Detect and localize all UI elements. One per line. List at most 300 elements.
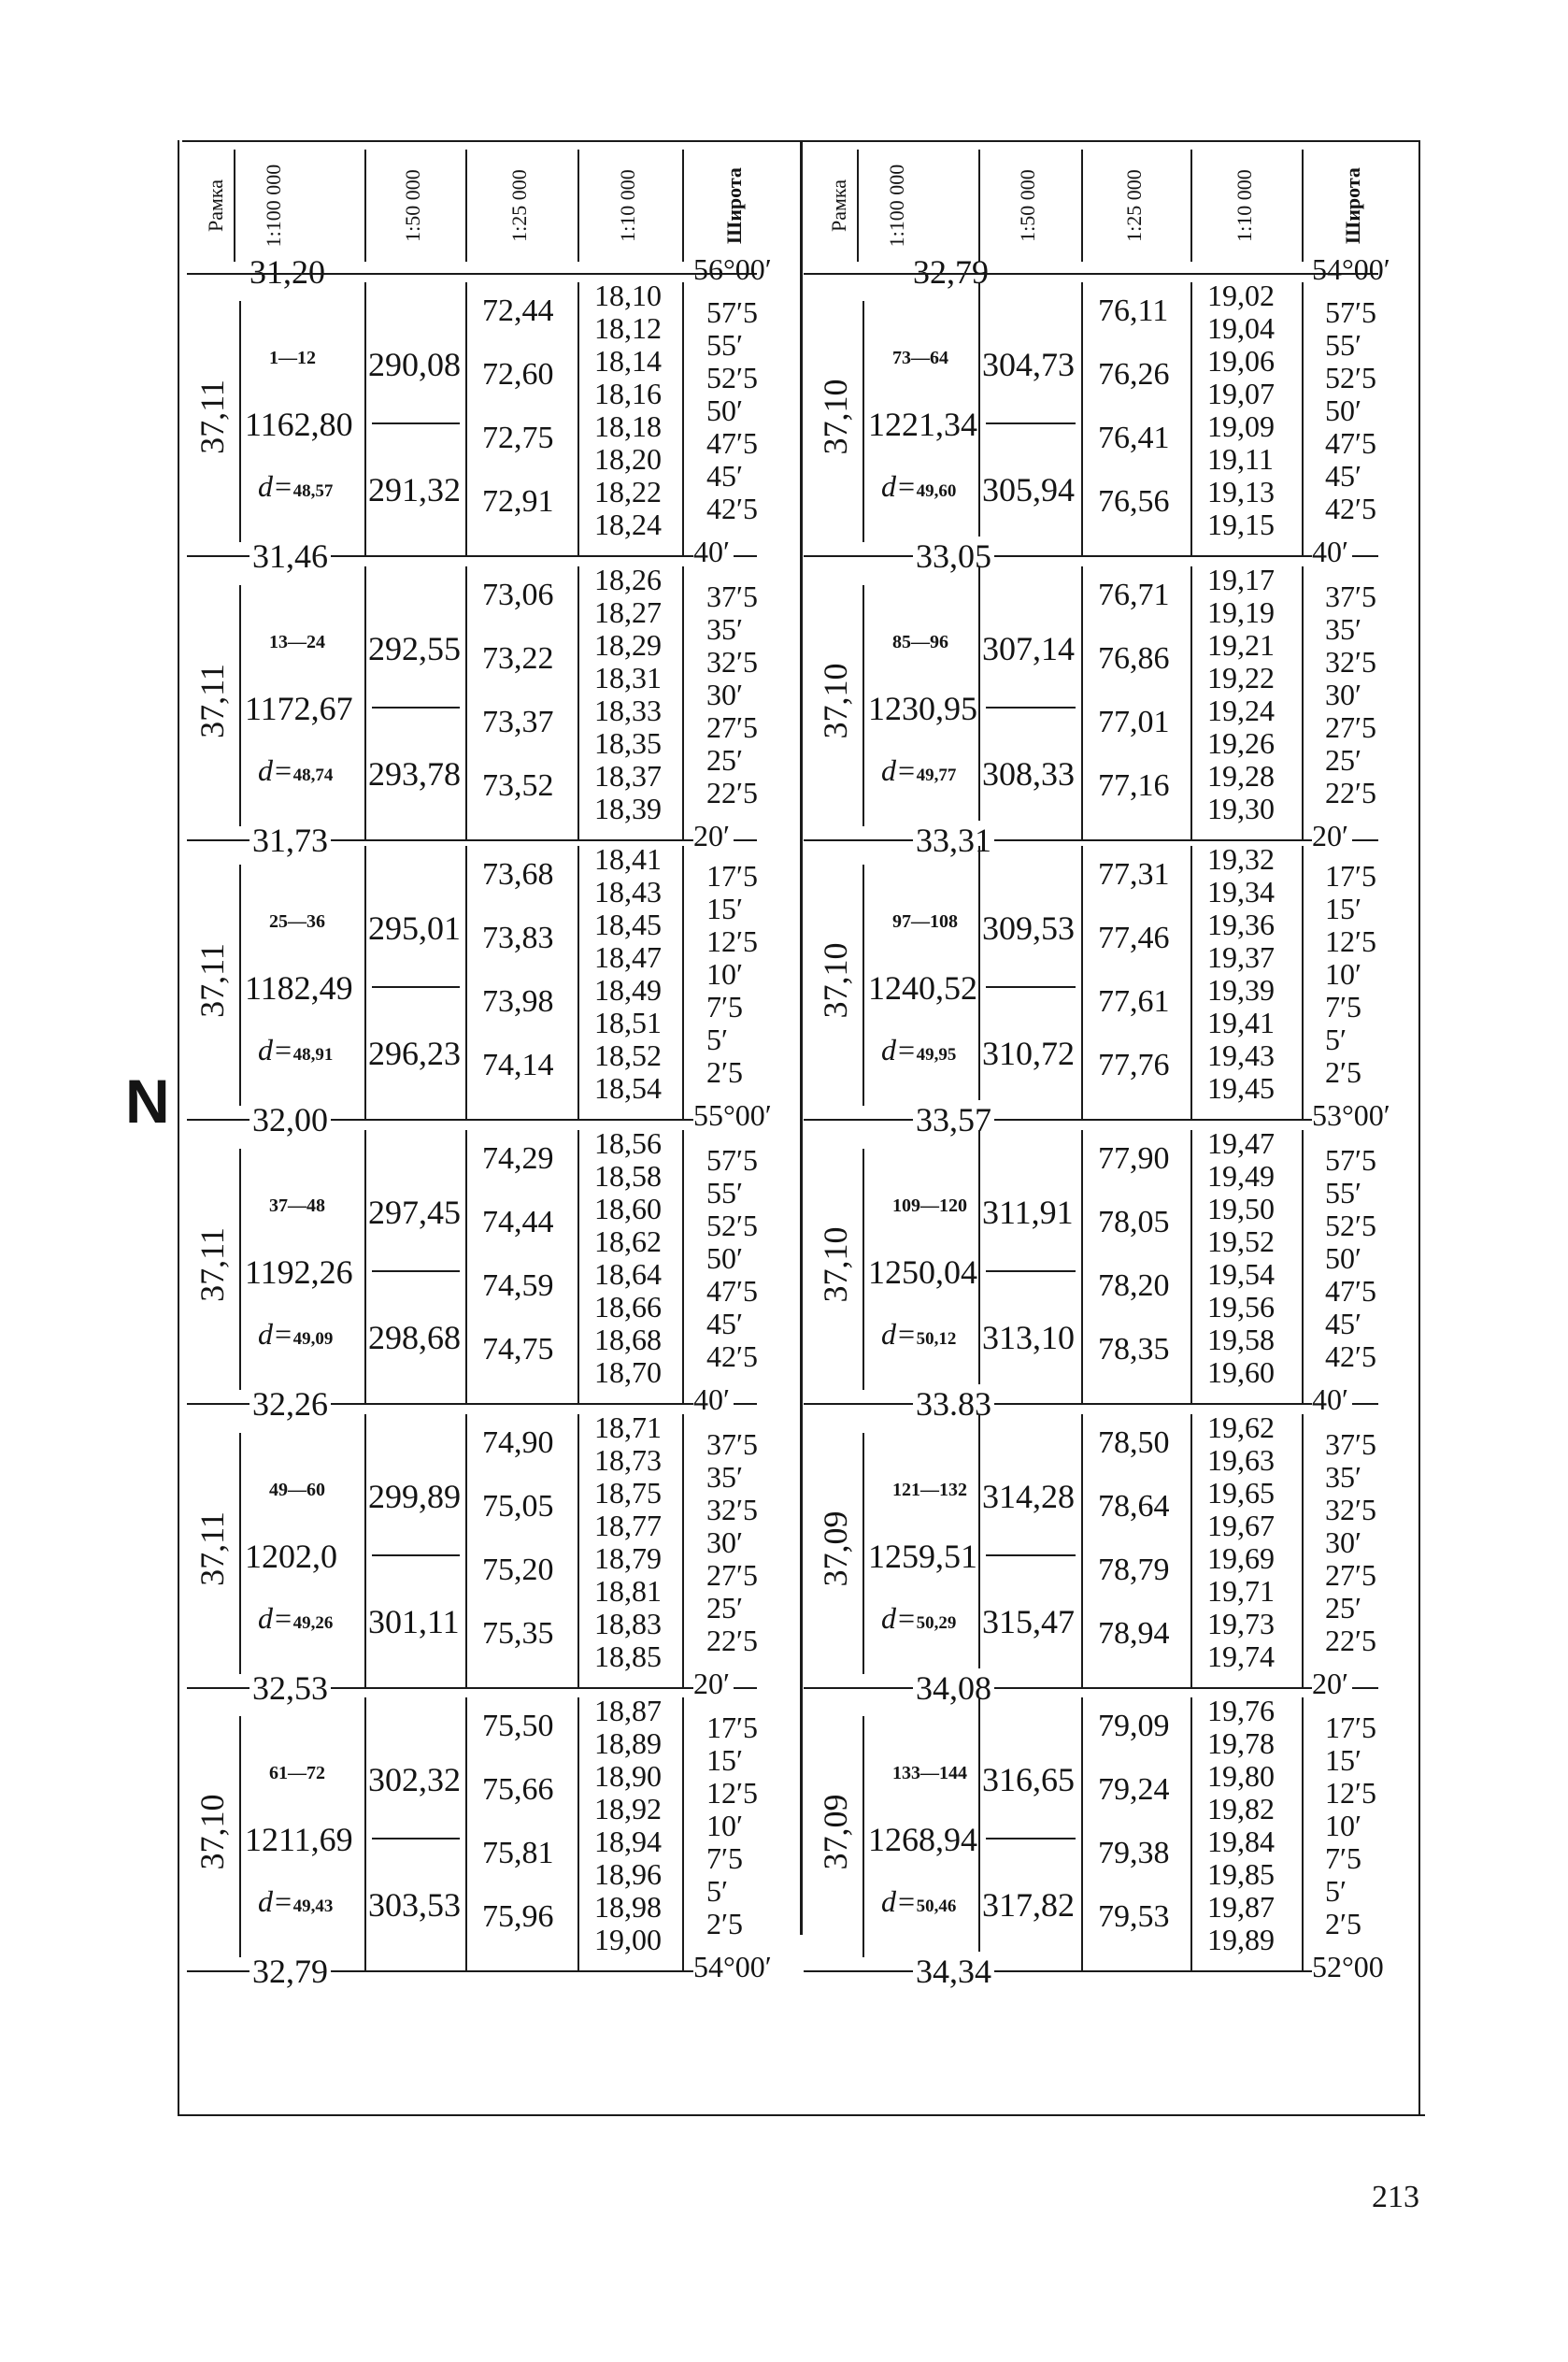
d-label: d= — [258, 1317, 293, 1351]
frame-value: 37,10 — [817, 942, 854, 1019]
sheet-range: 133—144 — [892, 1763, 967, 1783]
d-number: 49,60 — [916, 481, 957, 501]
d-number: 50,46 — [916, 1897, 957, 1916]
latitude-minute: 22′5 — [1325, 1624, 1376, 1657]
header-frame: Рамка — [204, 179, 227, 233]
d-value — [881, 1884, 956, 1919]
s50-divider — [978, 846, 980, 1119]
block-bottom-line — [804, 1970, 1378, 1972]
latitude-minute: 15′ — [706, 892, 743, 925]
d-label: d= — [258, 1601, 293, 1635]
header-frame-divider — [234, 150, 235, 262]
area-value: 1192,26 — [245, 1253, 353, 1291]
scale-10k-value: 19,26 — [1207, 726, 1275, 760]
scale-10k-value: 19,52 — [1207, 1224, 1275, 1258]
scale-10k-value: 19,67 — [1207, 1509, 1275, 1542]
scale-10k-value: 18,87 — [594, 1694, 662, 1727]
d-label: d= — [258, 1884, 293, 1918]
frame-bracket — [239, 1433, 241, 1674]
scale-10k-value: 18,27 — [594, 595, 662, 629]
s25-right — [577, 1130, 579, 1403]
scale-10k-value: 18,96 — [594, 1857, 662, 1891]
latitude-minute: 22′5 — [706, 776, 758, 809]
s25-left — [465, 1697, 467, 1970]
table-right-border — [1418, 140, 1420, 2114]
block-end-latitude: 20′ — [693, 823, 734, 850]
block-end-latitude: 53°00′ — [1312, 1102, 1394, 1129]
scale-25k-value: 78,79 — [1098, 1553, 1170, 1587]
scale-50k-dash — [372, 1838, 460, 1839]
block-bottom-edge: 32,26 — [249, 1384, 331, 1424]
d-value — [881, 1601, 956, 1636]
d-value — [881, 1033, 956, 1067]
scale-25k-value: 72,91 — [482, 484, 554, 519]
scale-50k-bottom: 293,78 — [368, 755, 461, 793]
latitude-minute: 12′5 — [706, 1776, 758, 1810]
s25-right — [577, 846, 579, 1119]
scale-25k-value: 74,90 — [482, 1425, 554, 1460]
latitude-minute: 30′ — [1325, 678, 1361, 711]
scale-25k-value: 76,56 — [1098, 484, 1170, 519]
area-value: 1259,51 — [868, 1538, 977, 1575]
latitude-minute: 42′5 — [706, 492, 758, 525]
s25-left — [465, 1414, 467, 1687]
latitude-minute: 47′5 — [1325, 1274, 1376, 1308]
scale-10k-value: 18,14 — [594, 344, 662, 378]
scale-50k-dash — [372, 986, 460, 988]
scale-50k-dash — [986, 422, 1076, 424]
d-value — [258, 1601, 333, 1636]
scale-50k-top: 302,32 — [368, 1761, 461, 1798]
scale-10k-value: 19,63 — [1207, 1443, 1275, 1477]
d-number: 49,09 — [292, 1329, 334, 1349]
s25-right — [1190, 1414, 1192, 1687]
s25-right — [577, 1697, 579, 1970]
d-value — [258, 1884, 333, 1919]
scale-25k-value: 75,35 — [482, 1616, 554, 1651]
s25-right — [1190, 566, 1192, 839]
d-value — [258, 753, 333, 788]
s10-right — [1302, 1697, 1304, 1970]
scale-10k-value: 19,58 — [1207, 1323, 1275, 1356]
d-number: 49,77 — [916, 766, 957, 785]
scale-10k-value: 18,18 — [594, 409, 662, 443]
scale-25k-value: 78,94 — [1098, 1616, 1170, 1651]
scale-10k-value: 18,45 — [594, 908, 662, 941]
latitude-minute: 32′5 — [706, 1493, 758, 1526]
s25-left — [465, 1130, 467, 1403]
scale-25k-value: 74,44 — [482, 1205, 554, 1239]
scale-10k-value: 19,11 — [1207, 442, 1274, 476]
scale-50k-dash — [372, 707, 460, 709]
top-latitude: 54°00′ — [1312, 252, 1390, 286]
scale-25k-value: 76,41 — [1098, 421, 1170, 455]
d-label: d= — [881, 1884, 917, 1918]
latitude-minute: 47′5 — [706, 426, 758, 460]
latitude-minute: 55′ — [706, 328, 743, 362]
frame-value: 37,10 — [817, 1226, 854, 1303]
s50-divider — [978, 1130, 980, 1403]
scale-25k-value: 77,16 — [1098, 768, 1170, 803]
d-value — [881, 469, 956, 504]
s50-divider — [978, 1697, 980, 1970]
scale-50k-top: 309,53 — [982, 909, 1075, 947]
latitude-minute: 27′5 — [706, 1558, 758, 1592]
s50-divider — [978, 566, 980, 839]
s10-right — [1302, 1130, 1304, 1403]
s25-right — [1190, 846, 1192, 1119]
scale-10k-value: 18,10 — [594, 279, 662, 312]
scale-10k-value: 19,32 — [1207, 842, 1275, 876]
s25-left — [1081, 1697, 1083, 1970]
s25-left — [465, 282, 467, 555]
s10-right — [682, 1414, 684, 1687]
latitude-minute: 7′5 — [706, 1841, 743, 1875]
s10-right — [682, 1130, 684, 1403]
s10-right — [682, 1697, 684, 1970]
s50-divider — [364, 1414, 366, 1687]
scale-10k-value: 18,81 — [594, 1574, 662, 1608]
scale-10k-value: 18,92 — [594, 1792, 662, 1825]
frame-bracket — [862, 1716, 864, 1957]
latitude-minute: 42′5 — [1325, 492, 1376, 525]
d-label: d= — [881, 1601, 917, 1635]
block-end-latitude: 20′ — [1312, 823, 1352, 850]
scale-10k-value: 18,83 — [594, 1607, 662, 1640]
frame-value: 37,09 — [817, 1794, 854, 1870]
scale-50k-bottom: 291,32 — [368, 471, 461, 508]
s50-divider — [364, 1697, 366, 1970]
block-bottom-edge: 34,34 — [913, 1952, 994, 1991]
latitude-minute: 42′5 — [706, 1339, 758, 1373]
scale-10k-value: 18,98 — [594, 1890, 662, 1924]
block-end-latitude: 40′ — [693, 538, 734, 565]
scale-10k-value: 19,87 — [1207, 1890, 1275, 1924]
scale-10k-value: 19,54 — [1207, 1257, 1275, 1291]
latitude-minute: 10′ — [1325, 957, 1361, 991]
scale-50k-bottom: 315,47 — [982, 1603, 1075, 1640]
sheet-range: 61—72 — [269, 1763, 325, 1783]
latitude-minute: 50′ — [706, 1241, 743, 1275]
block-bottom-edge: 31,46 — [249, 537, 331, 576]
top-edge-value: 32,79 — [913, 253, 989, 291]
scale-10k-value: 19,04 — [1207, 311, 1275, 345]
scale-50k-bottom: 296,23 — [368, 1035, 461, 1072]
scale-25k-value: 78,35 — [1098, 1332, 1170, 1367]
scale-25k-value: 73,68 — [482, 857, 554, 892]
area-value: 1172,67 — [245, 690, 353, 727]
frame-bracket — [239, 301, 241, 542]
scale-10k-value: 18,31 — [594, 661, 662, 694]
scale-10k-value: 18,37 — [594, 759, 662, 793]
header-s50-divider — [1081, 150, 1083, 262]
s50-divider — [364, 1130, 366, 1403]
scale-10k-value: 18,26 — [594, 563, 662, 596]
table-left-border — [178, 140, 179, 2114]
scale-25k-value: 78,50 — [1098, 1425, 1170, 1460]
s10-right — [1302, 282, 1304, 555]
latitude-minute: 10′ — [706, 1809, 743, 1842]
scale-25k-value: 79,53 — [1098, 1899, 1170, 1934]
latitude-minute: 10′ — [706, 957, 743, 991]
scale-10k-value: 19,15 — [1207, 508, 1275, 541]
scale-10k-value: 18,35 — [594, 726, 662, 760]
scale-10k-value: 19,36 — [1207, 908, 1275, 941]
s10-right — [682, 846, 684, 1119]
scale-25k-value: 76,71 — [1098, 578, 1170, 612]
center-divider — [800, 140, 803, 1935]
block-bottom-line — [804, 1119, 1378, 1121]
scale-10k-value: 18,62 — [594, 1224, 662, 1258]
latitude-minute: 15′ — [1325, 1743, 1361, 1777]
scale-50k-bottom: 305,94 — [982, 471, 1075, 508]
scale-25k-value: 79,24 — [1098, 1772, 1170, 1807]
d-number: 48,57 — [292, 481, 334, 501]
scale-10k-value: 19,73 — [1207, 1607, 1275, 1640]
frame-bracket — [239, 585, 241, 826]
area-value: 1250,04 — [868, 1253, 977, 1291]
block-end-latitude: 40′ — [693, 1386, 734, 1413]
scale-10k-value: 19,06 — [1207, 344, 1275, 378]
scale-25k-value: 75,96 — [482, 1899, 554, 1934]
header-frame-divider — [857, 150, 859, 262]
latitude-minute: 27′5 — [1325, 710, 1376, 744]
scale-50k-bottom: 298,68 — [368, 1319, 461, 1356]
d-label: d= — [881, 1033, 917, 1066]
scale-10k-value: 18,94 — [594, 1825, 662, 1858]
sheet-range: 13—24 — [269, 632, 325, 652]
d-number: 48,91 — [292, 1045, 334, 1065]
s50-divider — [364, 282, 366, 555]
header-s25-divider — [1190, 150, 1192, 262]
d-label: d= — [881, 469, 917, 503]
latitude-minute: 2′5 — [1325, 1907, 1361, 1940]
top-latitude: 56°00′ — [693, 252, 772, 286]
latitude-minute: 35′ — [1325, 1460, 1361, 1494]
latitude-minute: 55′ — [1325, 328, 1361, 362]
scale-50k-top: 292,55 — [368, 630, 461, 667]
sheet-range: 121—132 — [892, 1480, 967, 1500]
frame-bracket — [239, 1716, 241, 1957]
block-bottom-edge: 33,05 — [913, 537, 994, 576]
scale-10k-value: 18,68 — [594, 1323, 662, 1356]
latitude-minute: 15′ — [1325, 892, 1361, 925]
scale-10k-value: 19,65 — [1207, 1476, 1275, 1510]
header-lat: Широта — [1341, 167, 1364, 244]
latitude-minute: 57′5 — [706, 295, 758, 329]
scale-25k-value: 73,52 — [482, 768, 554, 803]
sheet-range: 85—96 — [892, 632, 948, 652]
block-bottom-edge: 33,57 — [913, 1100, 994, 1139]
scale-25k-value: 74,59 — [482, 1268, 554, 1303]
scale-25k-value: 74,14 — [482, 1048, 554, 1082]
scale-10k-value: 18,54 — [594, 1071, 662, 1105]
scale-25k-value: 73,98 — [482, 984, 554, 1019]
scale-25k-value: 74,75 — [482, 1332, 554, 1367]
latitude-minute: 10′ — [1325, 1809, 1361, 1842]
d-value — [258, 1033, 333, 1067]
frame-value: 37,11 — [193, 1227, 231, 1302]
latitude-minute: 37′5 — [706, 580, 758, 613]
s10-right — [1302, 1414, 1304, 1687]
scale-25k-value: 78,05 — [1098, 1205, 1170, 1239]
scale-10k-value: 18,70 — [594, 1355, 662, 1389]
block-end-latitude: 55°00′ — [693, 1102, 776, 1129]
latitude-minute: 25′ — [706, 743, 743, 777]
scale-10k-value: 19,45 — [1207, 1071, 1275, 1105]
d-number: 50,29 — [916, 1613, 957, 1633]
scale-25k-value: 76,86 — [1098, 641, 1170, 676]
latitude-minute: 50′ — [706, 394, 743, 427]
scale-10k-value: 18,49 — [594, 973, 662, 1007]
s25-right — [577, 566, 579, 839]
scale-25k-value: 75,05 — [482, 1489, 554, 1524]
scale-50k-top: 299,89 — [368, 1478, 461, 1515]
s10-right — [1302, 846, 1304, 1119]
scale-10k-value: 18,43 — [594, 875, 662, 909]
scale-10k-value: 19,19 — [1207, 595, 1275, 629]
scale-25k-value: 73,06 — [482, 578, 554, 612]
scale-10k-value: 19,74 — [1207, 1639, 1275, 1673]
s25-right — [1190, 1697, 1192, 1970]
latitude-minute: 52′5 — [706, 1209, 758, 1242]
block-end-latitude: 20′ — [693, 1670, 734, 1697]
top-edge-line — [804, 273, 1378, 275]
scale-10k-value: 19,22 — [1207, 661, 1275, 694]
latitude-minute: 32′5 — [706, 645, 758, 679]
s10-right — [682, 282, 684, 555]
d-value — [258, 1317, 333, 1352]
latitude-minute: 37′5 — [1325, 580, 1376, 613]
s25-left — [1081, 846, 1083, 1119]
s25-left — [1081, 1130, 1083, 1403]
scale-50k-dash — [986, 707, 1076, 709]
s25-right — [1190, 1130, 1192, 1403]
scale-50k-top: 295,01 — [368, 909, 461, 947]
latitude-minute: 25′ — [1325, 743, 1361, 777]
sheet-range: 97—108 — [892, 911, 958, 932]
latitude-minute: 57′5 — [706, 1143, 758, 1177]
latitude-minute: 27′5 — [706, 710, 758, 744]
header-s50: 1:50 000 — [401, 169, 424, 242]
scale-10k-value: 18,47 — [594, 940, 662, 974]
scale-25k-value: 75,50 — [482, 1709, 554, 1743]
header-frame: Рамка — [827, 179, 850, 233]
scale-10k-value: 18,71 — [594, 1410, 662, 1444]
area-value: 1162,80 — [245, 406, 353, 443]
scale-10k-value: 18,75 — [594, 1476, 662, 1510]
latitude-minute: 5′ — [706, 1874, 728, 1908]
d-number: 50,12 — [916, 1329, 957, 1349]
d-label: d= — [258, 469, 293, 503]
s25-left — [1081, 282, 1083, 555]
d-label: d= — [258, 753, 293, 787]
scale-50k-top: 304,73 — [982, 346, 1075, 383]
header-s10-divider — [682, 150, 684, 262]
header-s10: 1:10 000 — [616, 169, 639, 242]
d-value — [881, 753, 956, 788]
scale-25k-value: 77,76 — [1098, 1048, 1170, 1082]
scale-25k-value: 72,60 — [482, 357, 554, 392]
sheet-range: 37—48 — [269, 1195, 325, 1216]
scale-10k-value: 19,56 — [1207, 1290, 1275, 1324]
scale-10k-value: 19,24 — [1207, 694, 1275, 727]
scale-50k-bottom: 310,72 — [982, 1035, 1075, 1072]
scale-10k-value: 19,13 — [1207, 475, 1275, 508]
scale-10k-value: 19,49 — [1207, 1159, 1275, 1193]
latitude-minute: 7′5 — [1325, 1841, 1361, 1875]
block-bottom-edge: 32,53 — [249, 1668, 331, 1708]
scale-50k-top: 297,45 — [368, 1194, 461, 1231]
area-value: 1202,0 — [245, 1538, 337, 1575]
latitude-minute: 5′ — [706, 1023, 728, 1056]
block-bottom-line — [804, 839, 1378, 841]
block-end-latitude: 20′ — [1312, 1670, 1352, 1697]
area-value: 1182,49 — [245, 969, 353, 1007]
scale-10k-value: 18,90 — [594, 1759, 662, 1793]
scale-10k-value: 18,64 — [594, 1257, 662, 1291]
latitude-minute: 12′5 — [1325, 1776, 1376, 1810]
d-value — [258, 469, 333, 504]
d-label: d= — [881, 1317, 917, 1351]
header-s100: 1:100 000 — [885, 164, 908, 248]
scale-10k-value: 18,79 — [594, 1541, 662, 1575]
scale-25k-value: 77,31 — [1098, 857, 1170, 892]
latitude-minute: 22′5 — [1325, 776, 1376, 809]
s25-right — [577, 1414, 579, 1687]
header-s50: 1:50 000 — [1016, 169, 1039, 242]
scale-25k-value: 75,81 — [482, 1836, 554, 1870]
latitude-minute: 37′5 — [706, 1427, 758, 1461]
scale-25k-value: 72,75 — [482, 421, 554, 455]
scale-10k-value: 18,20 — [594, 442, 662, 476]
scale-10k-value: 19,71 — [1207, 1574, 1275, 1608]
scale-10k-value: 19,39 — [1207, 973, 1275, 1007]
header-s25: 1:25 000 — [507, 169, 531, 242]
frame-value: 37,11 — [193, 379, 231, 454]
scale-50k-bottom: 308,33 — [982, 755, 1075, 793]
scale-50k-top: 307,14 — [982, 630, 1075, 667]
scale-10k-value: 19,89 — [1207, 1923, 1275, 1956]
latitude-minute: 50′ — [1325, 1241, 1361, 1275]
scale-50k-top: 314,28 — [982, 1478, 1075, 1515]
scale-10k-value: 19,62 — [1207, 1410, 1275, 1444]
scale-50k-bottom: 313,10 — [982, 1319, 1075, 1356]
latitude-minute: 7′5 — [1325, 990, 1361, 1024]
scale-50k-bottom: 303,53 — [368, 1886, 461, 1924]
scale-50k-dash — [986, 1270, 1076, 1272]
header-s50-divider — [465, 150, 467, 262]
scale-25k-value: 78,20 — [1098, 1268, 1170, 1303]
scale-50k-dash — [986, 986, 1076, 988]
scale-10k-value: 19,82 — [1207, 1792, 1275, 1825]
latitude-minute: 37′5 — [1325, 1427, 1376, 1461]
latitude-minute: 25′ — [706, 1591, 743, 1625]
latitude-minute: 5′ — [1325, 1023, 1347, 1056]
scale-10k-value: 19,43 — [1207, 1038, 1275, 1072]
scale-10k-value: 18,24 — [594, 508, 662, 541]
scale-10k-value: 18,56 — [594, 1126, 662, 1160]
scale-50k-top: 316,65 — [982, 1761, 1075, 1798]
scale-10k-value: 19,00 — [594, 1923, 662, 1956]
sheet-range: 25—36 — [269, 911, 325, 932]
scale-10k-value: 18,41 — [594, 842, 662, 876]
scale-50k-dash — [986, 1838, 1076, 1839]
scale-10k-value: 18,22 — [594, 475, 662, 508]
s10-right — [1302, 566, 1304, 839]
latitude-minute: 32′5 — [1325, 645, 1376, 679]
frame-bracket — [239, 1149, 241, 1390]
